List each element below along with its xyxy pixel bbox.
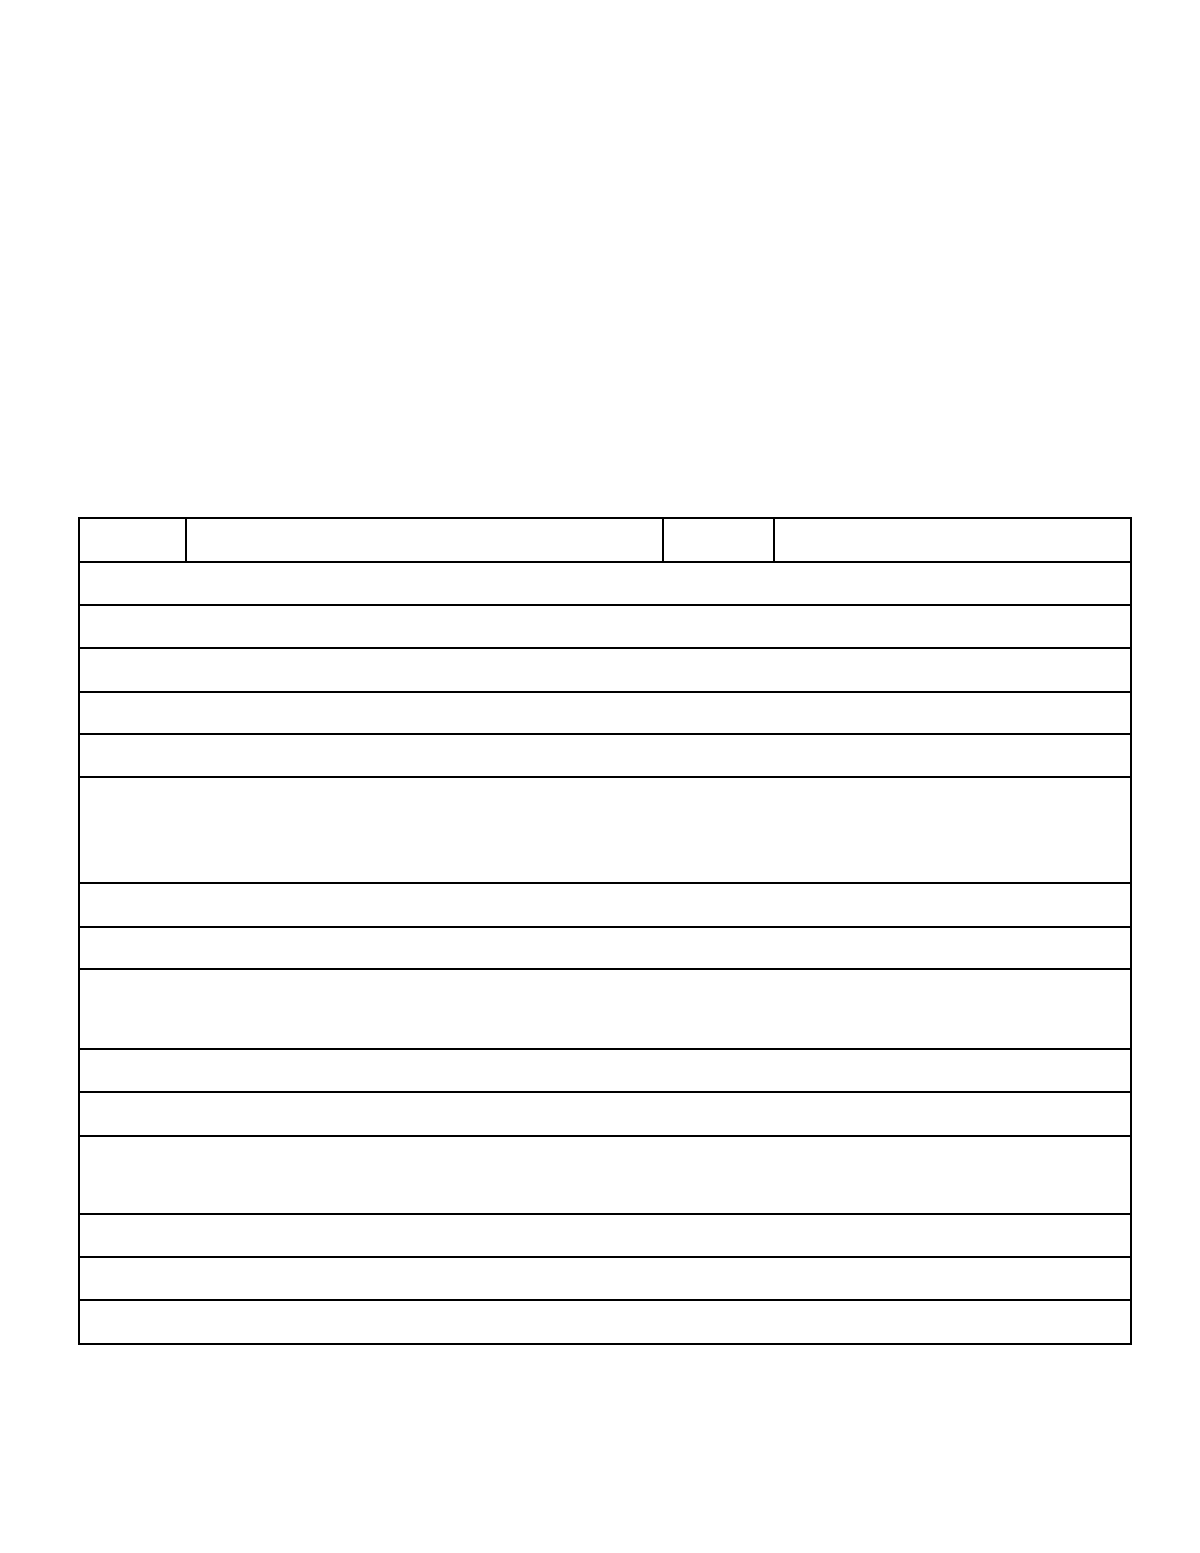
question-2 xyxy=(79,734,1131,777)
date-value[interactable] xyxy=(774,518,1131,562)
blank-row xyxy=(79,1214,1131,1257)
question-4 xyxy=(79,1092,1131,1136)
question-1 xyxy=(79,648,1131,692)
name-label xyxy=(79,518,186,562)
answer-4[interactable] xyxy=(79,1136,1131,1214)
blank-row xyxy=(79,562,1131,605)
date-label xyxy=(663,518,774,562)
peer-review-form xyxy=(78,517,1132,1345)
question-5 xyxy=(79,1257,1131,1300)
name-value[interactable] xyxy=(186,518,663,562)
question-3 xyxy=(79,927,1131,969)
answer-5[interactable] xyxy=(79,1300,1131,1344)
answer-2[interactable] xyxy=(79,777,1131,883)
blank-row xyxy=(79,605,1131,648)
header-row xyxy=(79,518,1131,562)
answer-1[interactable] xyxy=(79,692,1131,734)
blank-row xyxy=(79,883,1131,927)
blank-row xyxy=(79,1049,1131,1092)
answer-3[interactable] xyxy=(79,969,1131,1049)
